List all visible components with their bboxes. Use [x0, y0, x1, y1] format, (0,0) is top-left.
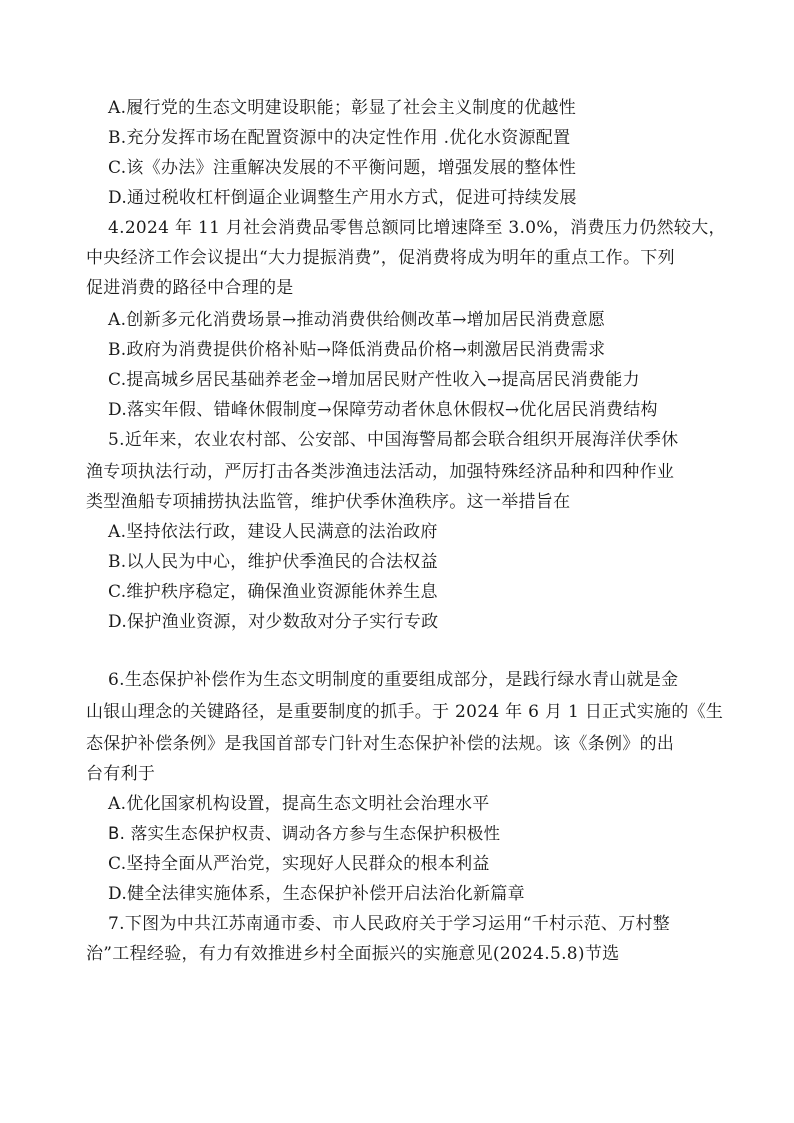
- q7-stem-line-2: 治”工程经验，有力有效推进乡村全面振兴的实施意见(2024.5.8)节选: [86, 944, 620, 964]
- q6-stem-line-1: 6.生态保护补偿作为生态文明制度的重要组成部分，是践行绿水青山就是金: [108, 670, 679, 690]
- q6-option-a: A.优化国家机构设置，提高生态文明社会治理水平: [108, 794, 490, 814]
- q7-stem-line-1: 7.下图为中共江苏南通市委、市人民政府关于学习运用“千村示范、万村整: [108, 914, 671, 934]
- q6-option-c: C.坚持全面从严治党，实现好人民群众的根本利益: [108, 854, 490, 874]
- q3-option-a: A.履行党的生态文明建设职能；彰显了社会主义制度的优越性: [108, 98, 577, 118]
- q4-stem-line-2: 中央经济工作会议提出“大力提振消费”，促消费将成为明年的重点工作。下列: [86, 248, 675, 268]
- q3-option-d: D.通过税收杠杆倒逼企业调整生产用水方式，促进可持续发展: [108, 188, 577, 208]
- q5-stem-line-2: 渔专项执法行动，严厉打击各类涉渔违法活动，加强特殊经济品种和四种作业: [86, 462, 675, 482]
- q6-stem-line-3: 态保护补偿条例》是我国首部专门针对生态保护补偿的法规。该《条例》的出: [86, 734, 675, 754]
- q4-stem-line-1: 4.2024 年 11 月社会消费品零售总额同比增速降至 3.0%，消费压力仍然较大，: [108, 218, 726, 238]
- q4-option-d: D.落实年假、错峰休假制度→保障劳动者休息休假权→优化居民消费结构: [108, 400, 658, 420]
- q3-option-b: B.充分发挥市场在配置资源中的决定性作用 .优化水资源配置: [108, 128, 571, 148]
- q4-option-c: C.提高城乡居民基础养老金→增加居民财产性收入→提高居民消费能力: [108, 370, 640, 390]
- q5-stem-line-1: 5.近年来，农业农村部、公安部、中国海警局都会联合组织开展海洋伏季休: [108, 430, 679, 450]
- q6-stem-line-2: 山银山理念的关键路径，是重要制度的抓手。于 2024 年 6 月 1 日正式实施的《生: [86, 702, 724, 722]
- q5-option-d: D.保护渔业资源，对少数敌对分子实行专政: [108, 612, 439, 632]
- q4-option-a: A.创新多元化消费场景→推动消费供给侧改革→增加居民消费意愿: [108, 310, 606, 330]
- q5-option-c: C.维护秩序稳定，确保渔业资源能休养生息: [108, 582, 438, 602]
- q4-stem-line-3: 促进消费的路径中合理的是: [86, 278, 294, 298]
- q5-option-a: A.坚持依法行政，建设人民满意的法治政府: [108, 522, 438, 542]
- q6-option-d: D.健全法律实施体系，生态保护补偿开启法治化新篇章: [108, 884, 525, 904]
- q3-option-c: C.该《办法》注重解决发展的不平衡问题，增强发展的整体性: [108, 158, 577, 178]
- q6-option-b: B. 落实生态保护权责、调动各方参与生态保护积极性: [108, 824, 501, 843]
- q6-stem-line-4: 台有利于: [86, 764, 156, 784]
- q4-option-b: B.政府为消费提供价格补贴→降低消费品价格→刺激居民消费需求: [108, 340, 606, 360]
- q5-option-b: B.以人民为中心，维护伏季渔民的合法权益: [108, 552, 438, 572]
- q5-stem-line-3: 类型渔船专项捕捞执法监管，维护伏季休渔秩序。这一举措旨在: [86, 492, 571, 512]
